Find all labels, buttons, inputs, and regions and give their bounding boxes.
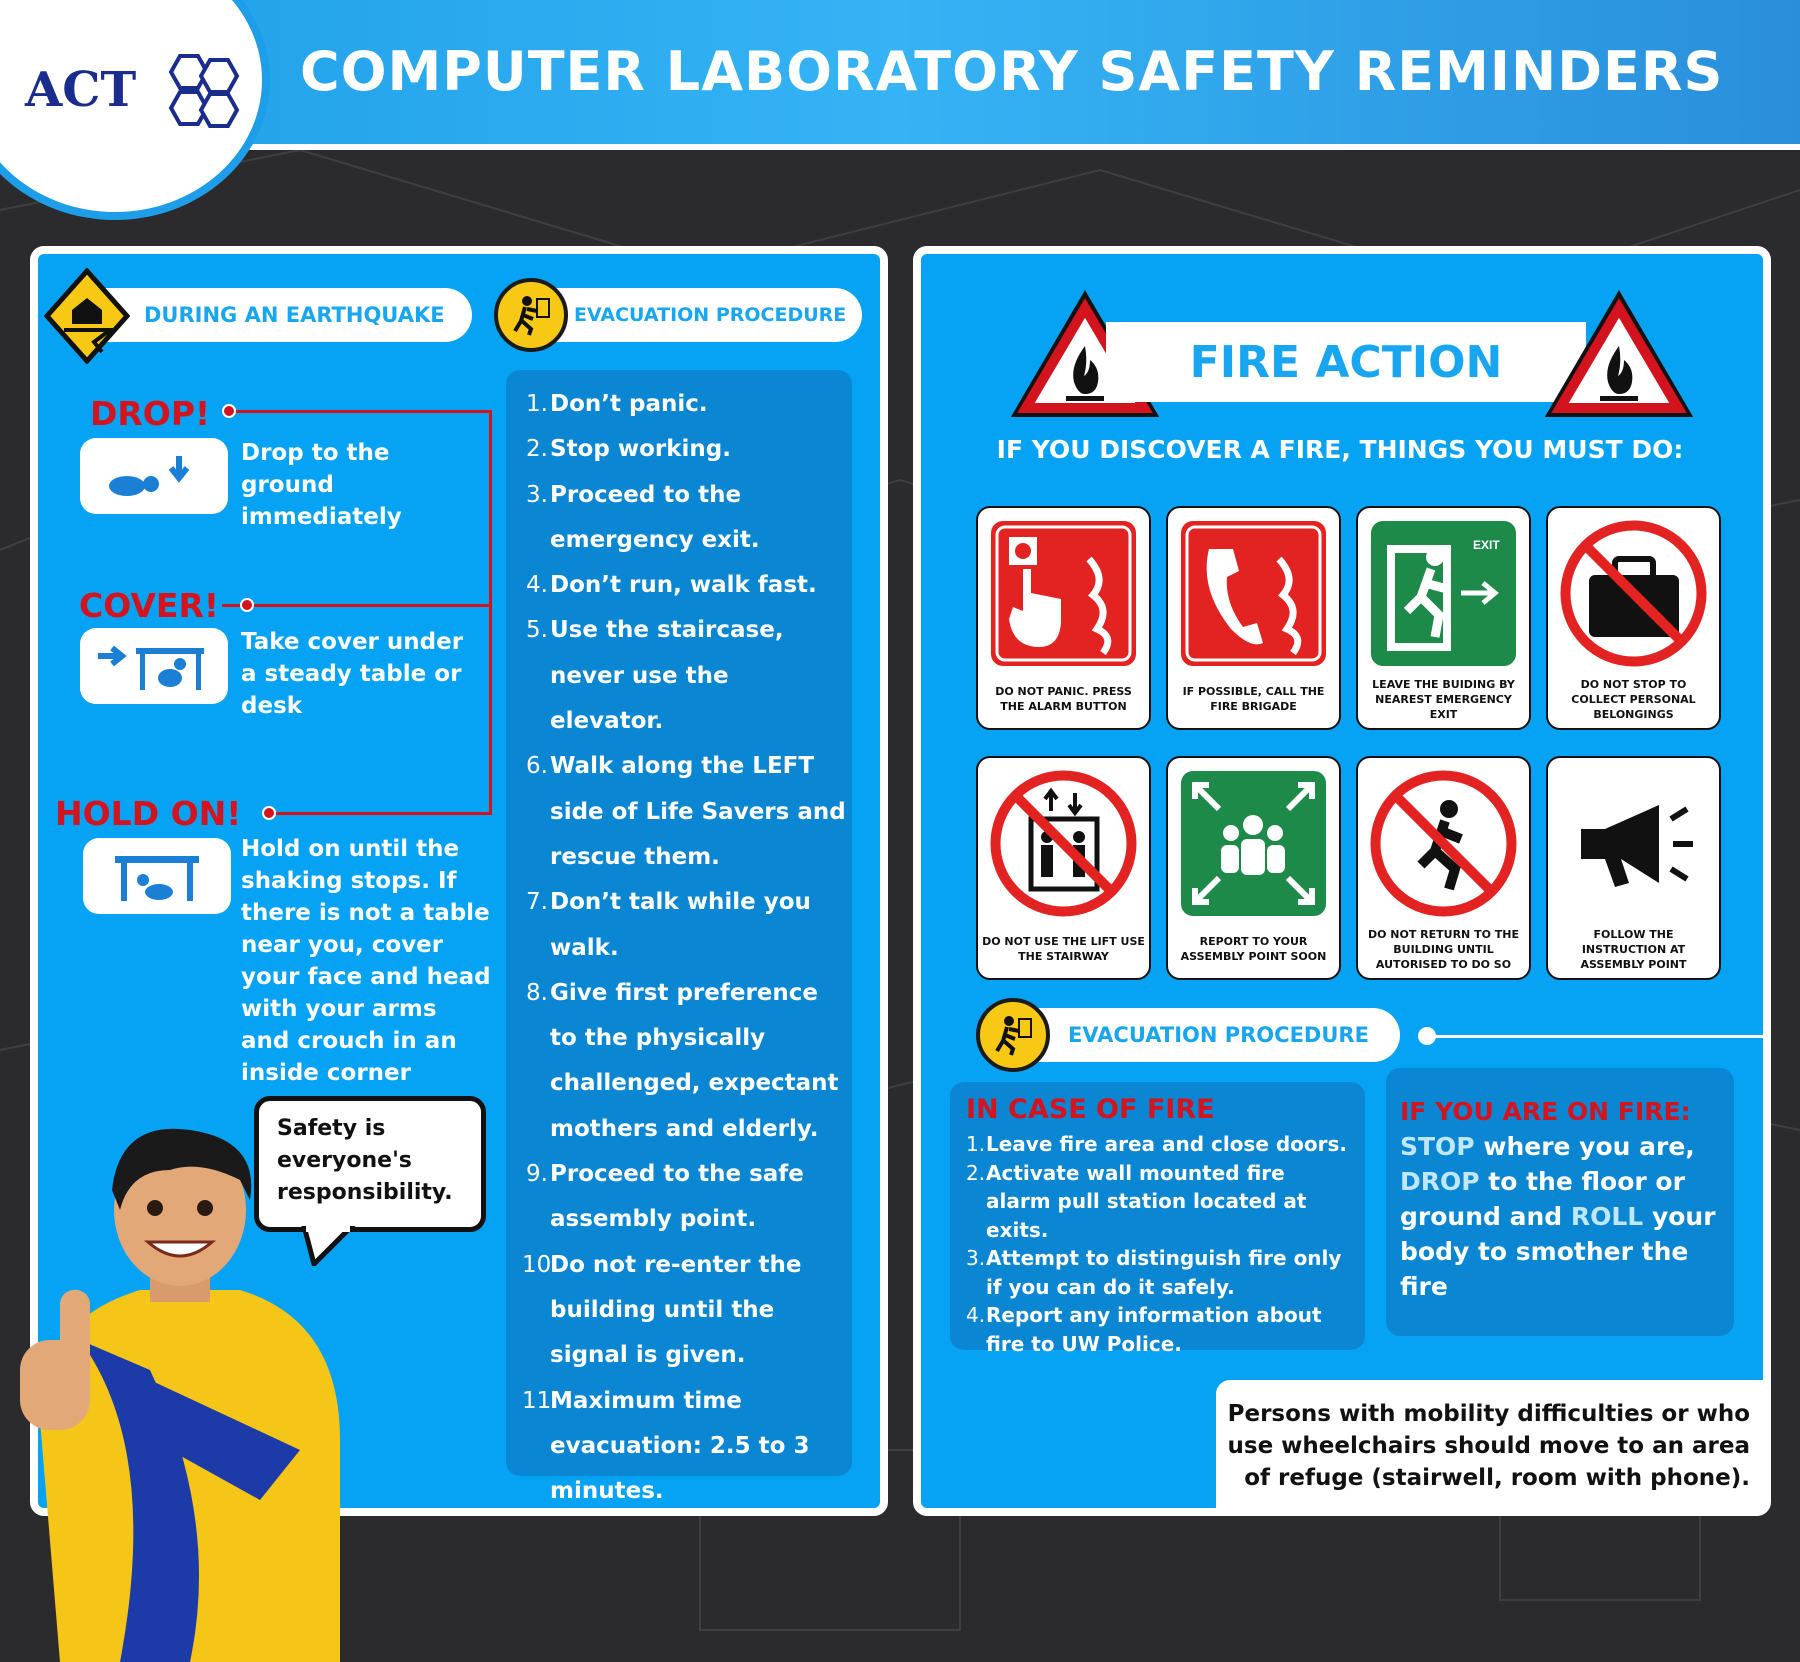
drop-heading: DROP! bbox=[90, 394, 211, 433]
exit-runner-icon bbox=[494, 278, 568, 352]
divider-line bbox=[1418, 1035, 1764, 1038]
evac-pill-left bbox=[530, 288, 862, 342]
exit-sign-text: EXIT bbox=[1473, 538, 1500, 552]
on-fire-text: IF YOU ARE ON FIRE: STOP where you are, DROP to the floor or ground and ROLL your body to smother the fire bbox=[1400, 1094, 1730, 1304]
sign-caption: DO NOT STOP TO COLLECT PERSONAL BELONGINGS bbox=[1571, 677, 1696, 721]
sign-caption: DO NOT PANIC. PRESS THE ALARM BUTTON bbox=[995, 685, 1132, 713]
list-item: 1. Leave fire area and close doors. bbox=[966, 1132, 1348, 1156]
speech-bubble: Safety is everyone's responsibility. bbox=[254, 1096, 486, 1232]
sign-caption: FOLLOW THE INSTRUCTION AT ASSEMBLY POINT bbox=[1580, 927, 1687, 971]
no-lift-icon bbox=[989, 769, 1138, 918]
fire-action-title: FIRE ACTION bbox=[1106, 322, 1586, 402]
sign-caption: DO NOT USE THE LIFT USE THE STAIRWAY bbox=[982, 935, 1145, 963]
drop-icon bbox=[99, 448, 209, 504]
sign-alarm bbox=[976, 506, 1151, 730]
earthquake-title: DURING AN EARTHQUAKE bbox=[144, 303, 445, 327]
sign-belongings bbox=[1546, 506, 1721, 730]
list-item: 6. Walk along the LEFT side of Life Savers and rescue them. bbox=[526, 753, 846, 870]
act-logo: ACT bbox=[25, 62, 137, 118]
list-item: 10. Do not re-enter the building until the signal is given. bbox=[522, 1251, 802, 1369]
list-item: 1. Don’t panic. bbox=[526, 391, 708, 417]
drop-card bbox=[80, 438, 228, 514]
evac-title-left: EVACUATION PROCEDURE bbox=[574, 304, 847, 326]
exit-runner-icon bbox=[976, 998, 1050, 1072]
in-case-of-fire-list bbox=[966, 1130, 1356, 1358]
fire-warning-icon bbox=[1544, 290, 1694, 420]
connector-dot bbox=[262, 806, 276, 820]
connector-line bbox=[489, 410, 492, 815]
header-bar bbox=[0, 0, 1800, 150]
connector-line bbox=[230, 410, 492, 413]
list-item: 4. Report any information about fire to UW Police. bbox=[966, 1303, 1322, 1356]
sign-caption: LEAVE THE BUIDING BY NEAREST EMERGENCY EXIT bbox=[1372, 677, 1515, 721]
sign-assembly bbox=[1166, 756, 1341, 980]
cover-card bbox=[80, 628, 228, 704]
on-fire-title: IF YOU ARE ON FIRE: bbox=[1400, 1097, 1691, 1126]
cover-heading: COVER! bbox=[79, 586, 219, 625]
list-item: 5. Use the staircase, never use the elevator. bbox=[526, 617, 784, 735]
list-item: 2. Activate wall mounted fire alarm pull station located at exits. bbox=[966, 1160, 1307, 1242]
earthquake-pill bbox=[80, 288, 472, 342]
list-item: 7. Don’t talk while you walk. bbox=[526, 889, 811, 961]
sign-exit bbox=[1356, 506, 1531, 730]
no-belongings-icon bbox=[1559, 519, 1708, 668]
evac-list-box bbox=[506, 370, 852, 1505]
divider-dot bbox=[1418, 1027, 1436, 1045]
evac-pill-right bbox=[1006, 1008, 1400, 1062]
sign-lift bbox=[976, 756, 1151, 980]
cover-text: Take cover under a steady table or desk bbox=[241, 629, 464, 719]
sign-caption: REPORT TO YOUR ASSEMBLY POINT SOON bbox=[1180, 935, 1327, 963]
dnts-logo-icon bbox=[158, 52, 248, 132]
list-item: 3. Attempt to distinguish fire only if you can do it safely. bbox=[966, 1246, 1342, 1299]
emergency-exit-icon bbox=[1369, 519, 1518, 668]
hold-on-icon bbox=[107, 848, 207, 904]
connector-line bbox=[272, 812, 492, 815]
connector-line bbox=[222, 604, 492, 607]
drop-text: Drop to the ground immediately bbox=[241, 440, 402, 530]
no-return-icon bbox=[1369, 769, 1518, 918]
evac-list bbox=[522, 382, 848, 1514]
list-item: 9. Proceed to the safe assembly point. bbox=[526, 1161, 804, 1233]
sign-megaphone bbox=[1546, 756, 1721, 980]
earthquake-warning-icon bbox=[44, 268, 130, 364]
hold-on-card bbox=[83, 838, 231, 914]
fire-phone-icon bbox=[1179, 519, 1328, 668]
fire-subtitle: IF YOU DISCOVER A FIRE, THINGS YOU MUST DO: bbox=[996, 435, 1684, 464]
connector-dot bbox=[240, 598, 254, 612]
mascot-illustration bbox=[0, 1120, 360, 1662]
mobility-note: Persons with mobility difficulties or who use wheelchairs should move to an area of refuge (stairwell, room with phone). bbox=[1216, 1380, 1766, 1512]
megaphone-icon bbox=[1559, 769, 1708, 918]
in-case-of-fire-title: IN CASE OF FIRE bbox=[966, 1094, 1215, 1125]
cover-icon bbox=[94, 636, 214, 696]
list-item: 3. Proceed to the emergency exit. bbox=[526, 481, 760, 553]
list-item: 4. Don’t run, walk fast. bbox=[526, 572, 817, 599]
connector-dot bbox=[222, 404, 236, 418]
list-item: 11. Maximum time evacuation: 2.5 to 3 minutes. bbox=[522, 1387, 810, 1505]
sign-phone bbox=[1166, 506, 1341, 730]
assembly-point-icon bbox=[1179, 769, 1328, 918]
list-item: 8. Give first preference to the physically challenged, expectant mothers and elderly. bbox=[526, 979, 839, 1142]
sign-caption: IF POSSIBLE, CALL THE FIRE BRIGADE bbox=[1182, 685, 1325, 713]
list-item: 2. Stop working. bbox=[526, 436, 731, 463]
page-title: COMPUTER LABORATORY SAFETY REMINDERS bbox=[300, 40, 1724, 103]
evac-title-right: EVACUATION PROCEDURE bbox=[1068, 1023, 1369, 1047]
hold-on-text: Hold on until the shaking stops. If there is not a table near you, cover your face and head with your arms and crouch in an inside corner bbox=[241, 836, 491, 1086]
hold-on-heading: HOLD ON! bbox=[55, 794, 242, 833]
alarm-button-icon bbox=[989, 519, 1138, 668]
sign-no-return bbox=[1356, 756, 1531, 980]
sign-caption: DO NOT RETURN TO THE BUILDING UNTIL AUTORISED TO DO SO bbox=[1367, 927, 1520, 971]
